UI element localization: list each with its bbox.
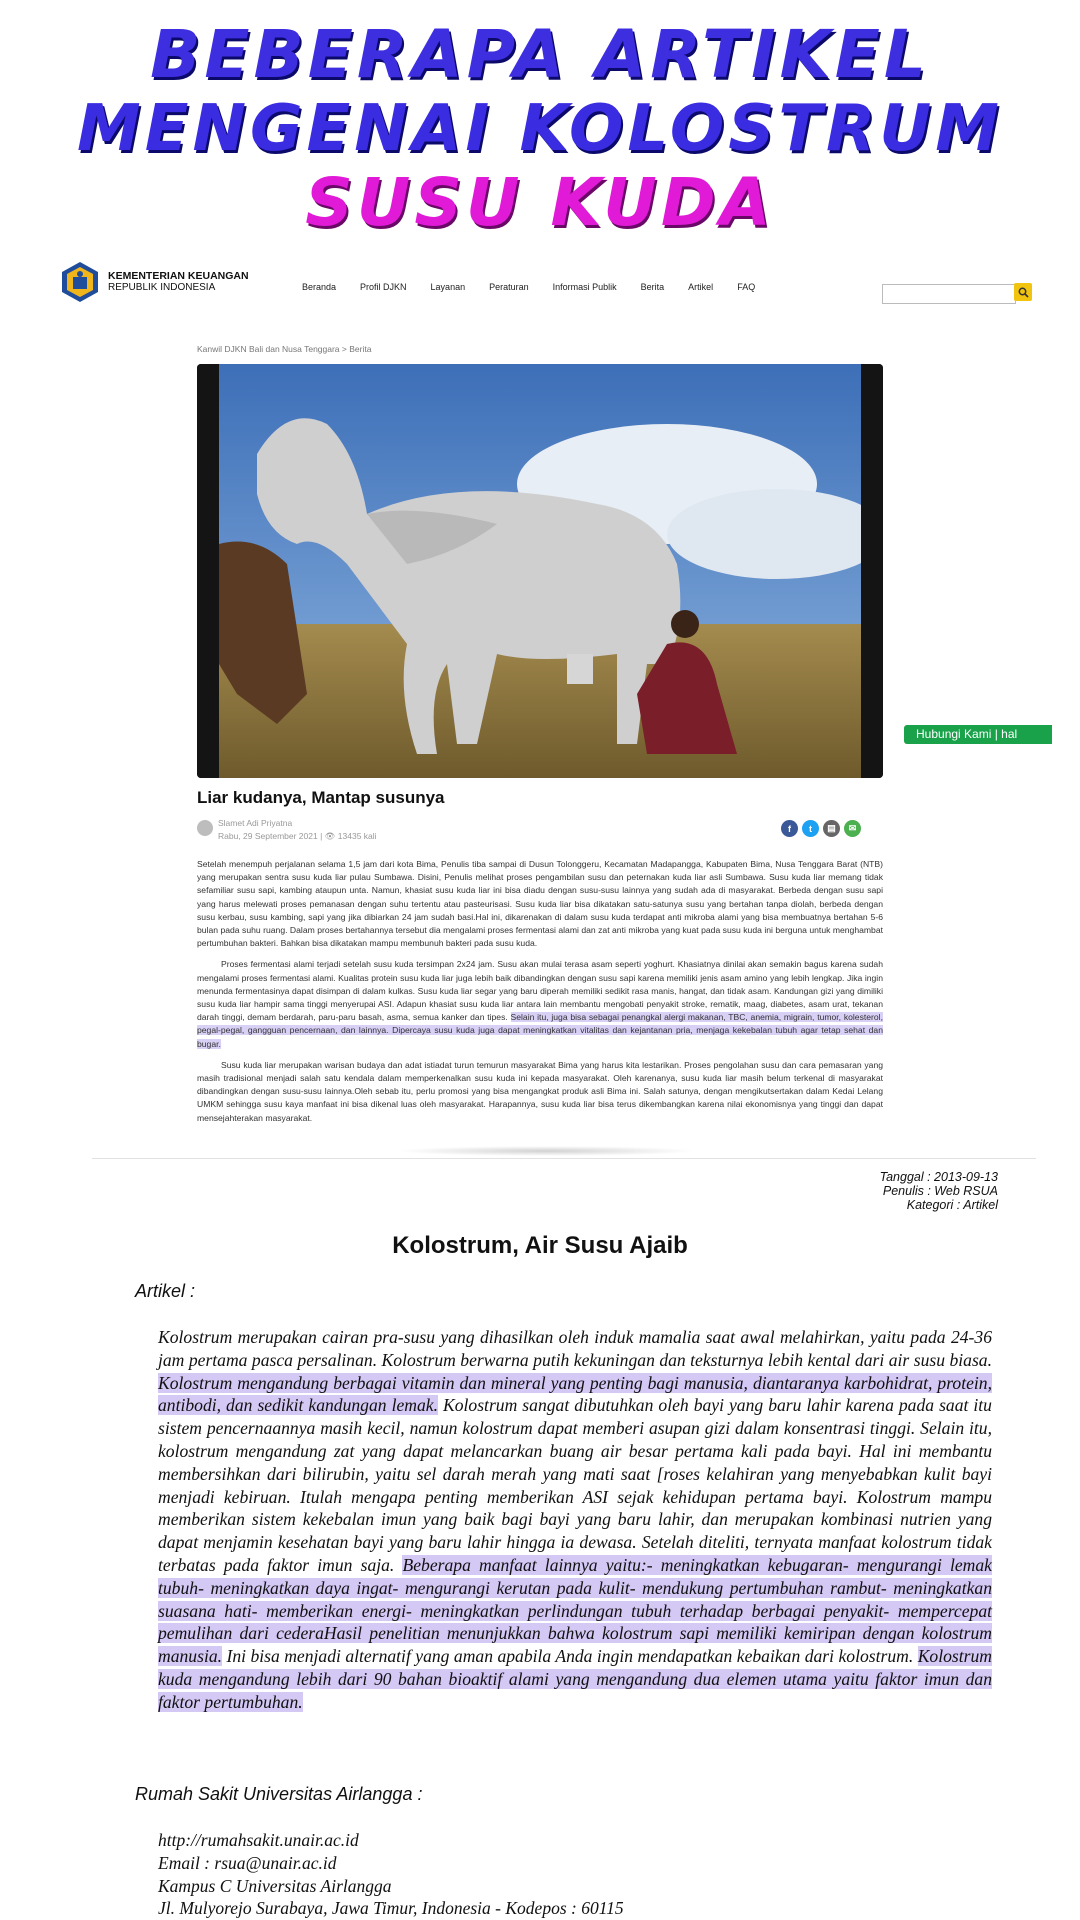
email-share-icon[interactable]: ✉ [844, 820, 861, 837]
org-name-line-1: KEMENTERIAN KEUANGAN [108, 270, 249, 282]
ministry-logo-icon[interactable] [58, 260, 102, 304]
contact-block [158, 1829, 624, 1920]
facebook-share-icon[interactable]: f [781, 820, 798, 837]
article-label: Artikel : [135, 1281, 196, 1301]
campus-text: Kampus C Universitas Airlangga [158, 1875, 392, 1896]
share-bar [781, 820, 861, 837]
search-icon [1018, 287, 1029, 298]
article-info [880, 1170, 998, 1212]
article-paragraph: Setelah menempuh perjalanan selama 1,5 jam dari kota Bima, Penulis tiba sampai di Dusun Tolonggeru, Kecamatan Madapangga, Kabupaten Bima, Nusa Tenggara Barat (NTB) yang merupakan sentra susu kuda liar pulau Sumbawa. Disini, Penulis melihat proses pengambilan susu dan peternakan kuda liar asli Sumbawa. Susu kuda liar memang tidak sefamiliar susu sapi, kambing ataupun unta. Namun, khasiat susu kuda liar ini bisa diadu dengan susu-susu lainnya yang sudah ada di masyarakat. Berbeda dengan susu sapi yang harus melewati proses pemanasan dengan suhu tertentu atau pasteurisasi. Susu kuda liar bisa dikatakan satu-satunya susu yang bertahan tanpa diolah, berbeda dengan susu kerbau, susu kambing, sapi yang jika dibiarkan 24 jam sudah basi.Hal ini, dikarenakan di dalam susu kuda terdapat anti mikroba alami yang bisa membuatnya bertahan 5-6 bulan pada suhu ruang. Dalam proses bertahannya tersebut dia mengalami proses fermentasi alami dan zat anti mikroba yang kuat pada susu kuda ini berguna untuk menghambat pertumbuhan bakteri. Bahkan bisa dikatakan mampu membunuh bakteri pada susu kuda. [197, 859, 883, 949]
body-text: Kolostrum sangat dibutuhkan oleh bayi yang baru lahir karena pada saat itu sistem pencernaannya masih kecil, namun kolostrum dapat memberi asupan gizi dalam konsentrasi tinggi. Selain itu, kolostrum mengandung zat yang dapat melancarkan buang air besar pertama kali pada bayi. Hal ini membantu membersihkan dari bilirubin, yaitu sel darah merah yang mati saat [roses kelahiran yang menyebabkan kulit bayi menjadi kebiruan. Itulah mengapa penting memberikan ASI sejak kehidupan pertama bayi. Kolostrum mampu memberikan sistem kekebalan imun yang baik bagi bayi yang baru lahir, dan merupakan kombinasi nutrien yang dapat menjamin kesehatan bayi yang baru lahir hingga ia dewasa. Setelah diteliti, ternyata manfaat kolostrum tidak terbatas pada faktor imun saja. [158, 1395, 992, 1575]
author-avatar-icon [197, 820, 213, 836]
org-name-line-2: REPUBLIK INDONESIA [108, 282, 216, 293]
headline-line-3: SUSU KUDA [305, 164, 775, 241]
article-paragraph: Susu kuda liar merupakan warisan budaya dan adat istiadat turun temurun masyarakat Bima yang harus kita lestarikan. Proses pengolahan susu dan cara pemasaran yang masih tradisional menjadi salah satu kendala dalam memperkenalkan susu kuda ini kepada masyarakat. Oleh karenanya, susu kuda liar masih belum terkenal di masyarakat dibandingkan dengan susu-susu lainnya.Oleh sebab itu, perlu promosi yang bisa mengangkat produk asli Bima ini. Salah satunya, dengan mengikutsertakan dalam Kedai Lelang UMKM sehingga susu kaya manfaat ini bisa dikenal luas oleh masyarakat. Harapannya, susu kuda liar bisa terus dikembangkan karena nilai ekonomisnya yang tinggi dan dapat mensejahterakan masyarakat. [197, 1059, 883, 1123]
headline [0, 18, 1080, 240]
body-text: Kolostrum merupakan cairan pra-susu yang dihasilkan oleh induk mamalia saat awal melahirkan, yaitu pada 24-36 jam pertama pasca persalinan. Kolostrum berwarna putih kekuningan dan teksturnya lebih kental dari air susu biasa. [158, 1327, 992, 1370]
email-link[interactable]: Email : rsua@unair.ac.id [158, 1852, 337, 1873]
highlighted-text: Kolostrum kuda mengandung lebih dari 90 bahan bioaktif alami yang mengandung dua elemen utama yaitu faktor imun dan faktor pertumbuhan. [158, 1646, 992, 1712]
headline-line-1: BEBERAPA ARTIKEL [150, 16, 930, 93]
address-text: Jl. Mulyorejo Surabaya, Jawa Timur, Indonesia - Kodepos : 60115 [158, 1898, 624, 1919]
date-views: Rabu, 29 September 2021 | 👁 13435 kali [218, 831, 377, 841]
contact-us-tab[interactable]: Hubungi Kami | hal [904, 725, 1052, 744]
search-input[interactable] [882, 284, 1016, 304]
main-menu [302, 282, 779, 292]
twitter-share-icon[interactable]: t [802, 820, 819, 837]
article-2-body [158, 1326, 992, 1714]
menu-item-artikel[interactable]: Artikel [688, 282, 714, 292]
article-2-title: Kolostrum, Air Susu Ajaib [392, 1232, 688, 1259]
horse-milking-photo [197, 364, 883, 778]
menu-item-profil-djkn[interactable]: Profil DJKN [360, 282, 407, 292]
print-icon[interactable]: ▤ [823, 820, 840, 837]
site-header [0, 252, 1080, 312]
highlighted-text: Kolostrum mengandung berbagai vitamin dan mineral yang penting bagi manusia, diantaranya karbohidrat, protein, antibodi, dan sedikit kandungan lemak. [158, 1372, 992, 1416]
menu-item-berita[interactable]: Berita [640, 282, 665, 292]
author-name: Slamet Adi Priyatna [218, 818, 293, 828]
article-paragraph [197, 958, 883, 1050]
breadcrumb[interactable]: Kanwil DJKN Bali dan Nusa Tenggara > Berita [197, 344, 372, 354]
org-name [108, 270, 249, 294]
menu-item-peraturan[interactable]: Peraturan [489, 282, 529, 292]
menu-item-faq[interactable]: FAQ [737, 282, 756, 292]
article-title: Liar kudanya, Mantap susunya [197, 788, 445, 807]
category-label: Kategori : Artikel [906, 1198, 998, 1212]
divider-shadow [396, 1146, 696, 1156]
date-label: Tanggal : 2013-09-13 [879, 1170, 998, 1184]
writer-label: Penulis : Web RSUA [882, 1184, 998, 1198]
highlighted-text: Beberapa manfaat lainnya yaitu:- meningkatkan kebugaran- mengurangi lemak tubuh- meningkatkan daya ingat- mengurangi kerutan pada kulit- mendukung pertumbuhan rambut- meningkatkan suasana hati- memberikan energi- meningkatkan perlindungan tubuh terhadap berbagai penyakit- mempercepat pemulihan dari cederaHasil penelitian menunjukkan bahwa kolostrum sapi memiliki kemiripan dengan kolostrum manusia. [158, 1554, 992, 1667]
divider [92, 1158, 1036, 1159]
article-body [197, 858, 883, 1133]
website-link[interactable]: http://rumahsakit.unair.ac.id [158, 1830, 359, 1850]
menu-item-beranda[interactable]: Beranda [302, 282, 337, 292]
paragraph-text: Proses fermentasi alami terjadi setelah susu kuda tersimpan 2x24 jam. Susu akan mulai terasa asam seperti yoghurt. Khasiatnya dinilai akan semakin bagus karena sudah mengalami proses fermentasi alami. Kualitas protein susu kuda liar juga lebih baik dibandingkan dengan susu sapi karena memiliki jenis asam amino yang lebih lengkap. Jika ingin menunda fermentasinya dapat disimpan di dalam kulkas. Susu kuda liar segar yang baru diperah memiliki sedikit rasa manis, hangat, dan tidak asam. Kandungan gizi yang dimiliki susu kuda liar hampir sama tinggi menyerupai ASI. Adapun khasiat susu kuda liar antara lain membantu mengobati penyakit stroke, rematik, maag, diabetes, asam urat, tekanan darah tinggi, demam berdarah, paru-paru basah, asma, semua kanker dan tipes. [197, 959, 883, 1023]
menu-item-layanan[interactable]: Layanan [430, 282, 466, 292]
highlighted-text: Selain itu, juga bisa sebagai penangkal alergi makanan, TBC, anemia, migrain, tumor, kolesterol, pegal-pegal, gangguan pencernaan, dan lainnya. Dipercaya susu kuda juga dapat meningkatkan vitalitas dan kejantanan pria, menjaga kekebalan tubuh agar tetap sehat dan bugar. [197, 1012, 883, 1049]
search-button[interactable] [1014, 283, 1032, 301]
body-text: Ini bisa menjadi alternatif yang aman apabila Anda ingin mendapatkan kebaikan dari kolostrum. [222, 1646, 918, 1667]
headline-line-2: MENGENAI KOLOSTRUM [77, 92, 1003, 166]
source-label: Rumah Sakit Universitas Airlangga : [135, 1784, 423, 1804]
menu-item-informasi-publik[interactable]: Informasi Publik [552, 282, 617, 292]
article-meta [197, 818, 887, 846]
